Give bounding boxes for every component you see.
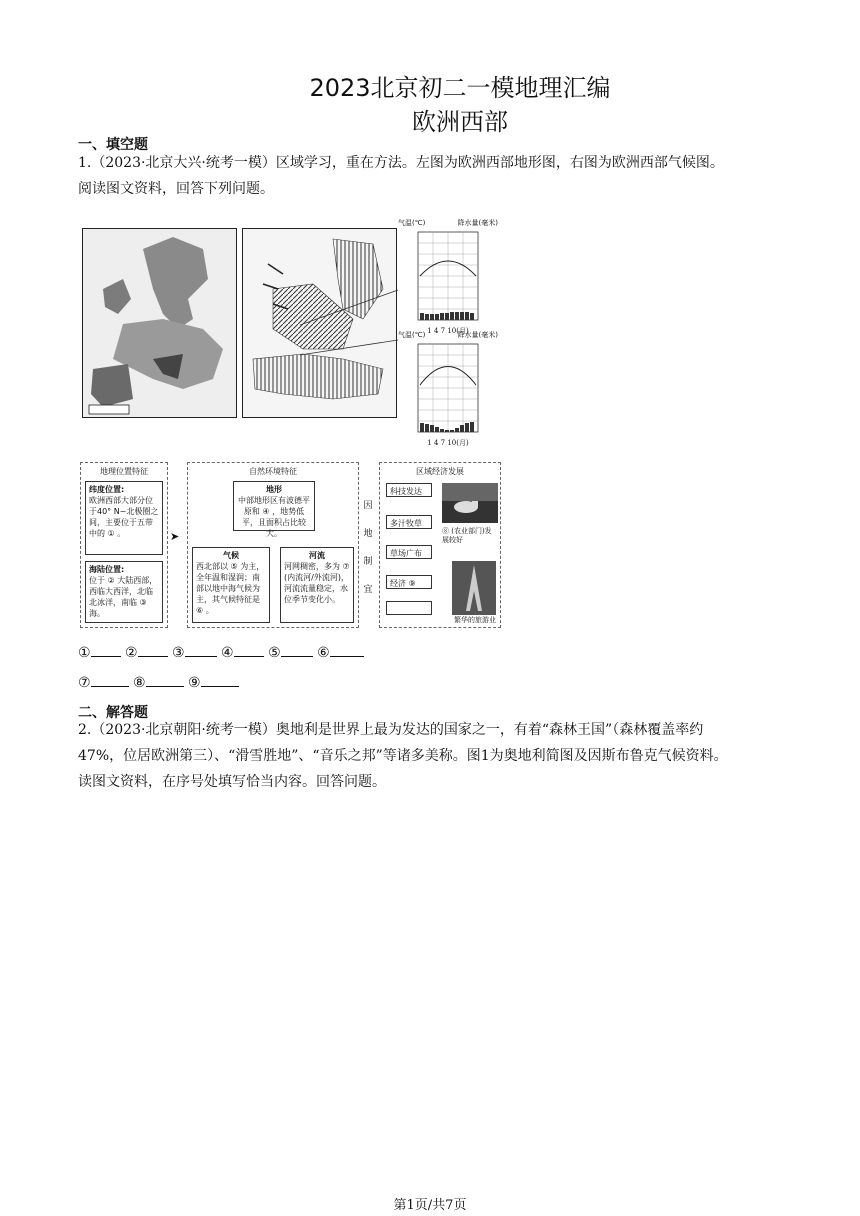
terrain-text: 中部地形区有波德平原和 ④ ，地势低平，且面积占比较大。 [238,496,310,538]
river-box [280,547,354,623]
environment-box [187,462,359,628]
page-footer: 第1页/共7页 [393,1198,467,1213]
blank-1[interactable] [91,644,121,657]
econ-item: 经济 ⑨ [386,575,432,589]
month-axis: 1 4 7 10(月) [427,439,469,447]
blank-label: ② [125,645,138,661]
river-label: 河流 [309,551,325,560]
terrain-label: 地形 [266,485,282,494]
question-text: 2.（2023·北京朝阳·统考一模）奥地利是世界上最为发达的国家之一，有着“森林王国”（森林覆盖率约 [78,722,704,738]
river-text: 河网稠密，多为 ⑦ (内流河/外流河)，河流流量稳定，水位季节变化小。 [284,562,350,604]
blank-3[interactable] [185,644,217,657]
econ-item: 科技发达 [386,483,432,497]
economy-box [379,462,501,628]
adaptation-label: 因地制宜 [363,501,373,595]
precip-axis-label: 降水量(毫米) [457,219,498,227]
sea-land-text: 位于 ② 大陆西部，西临大西洋，北临北冰洋，南临 ③ 海。 [89,576,158,618]
photo-caption: ⑧ (农业部门)发展较好 [442,527,492,544]
terrain-map [82,228,237,418]
climate-chart-1 [398,218,498,336]
blank-label: ① [78,645,91,661]
question-1 [78,150,788,202]
terrain-box [233,481,315,538]
blank-label: ⑥ [317,645,330,661]
blank-label: ③ [172,645,185,661]
climate-box [192,547,270,623]
blank-5[interactable] [281,644,313,657]
blank-2[interactable] [138,644,168,657]
section-heading: 一、填空题 [78,137,148,153]
blank-4[interactable] [234,644,264,657]
latitude-box [85,481,163,555]
eiffel-photo [452,561,496,615]
answer-line-2 [78,674,239,691]
month-axis: 1 4 7 10(月) [427,327,469,335]
question-text: 读图文资料，在序号处填写恰当内容。回答问题。 [78,774,386,790]
page-subtitle: 欧洲西部 [412,108,508,136]
sea-land-box [85,561,163,623]
connector-lines [300,270,400,360]
question-text: 1.（2023·北京大兴·统考一模）区域学习，重在方法。左图为欧洲西部地形图，右图为欧洲西部气候图。 [78,155,724,171]
blank-8[interactable] [146,674,184,687]
precip-axis-label: 降水量(毫米) [457,331,498,339]
answer-line-1 [78,644,364,661]
climate-chart-2 [398,330,498,448]
question-text: 47%，位居欧洲第三）、“滑雪胜地”、“音乐之邦”等诸多美称。图1为奥地利简图及因斯布鲁克气候资料。 [78,748,728,764]
location-box [80,462,168,628]
page-title: 2023北京初二一模地理汇编 [309,74,611,102]
sea-land-label: 海陆位置: [89,565,125,574]
blank-label: ⑨ [188,675,201,691]
blank-label: ⑤ [268,645,281,661]
question-text: 阅读图文资料，回答下列问题。 [78,181,274,197]
latitude-text: 欧洲西部大部分位于40° N~北极圈之间，主要位于五带中的 ① 。 [89,496,159,538]
blank-9[interactable] [201,674,239,687]
climate-label: 气候 [223,551,239,560]
econ-item [386,601,432,615]
temp-axis-label: 气温(℃) [398,219,426,227]
econ-item: 多汁牧草 [386,515,432,529]
temp-axis-label: 气温(℃) [398,331,426,339]
cattle-photo [442,483,498,523]
blank-7[interactable] [91,674,129,687]
blank-label: ④ [221,645,234,661]
question-2 [78,717,788,795]
blank-6[interactable] [330,644,364,657]
blank-label: ⑧ [133,675,146,691]
econ-item: 草场广布 [386,545,432,559]
blank-label: ⑦ [78,675,91,691]
section-heading: 二、解答题 [78,705,148,721]
box-title: 区域经济发展 [416,467,464,476]
box-title: 自然环境特征 [249,467,297,476]
tower-caption: 繁华的旅游业 [454,616,496,624]
box-title: 地理位置特征 [100,467,148,476]
latitude-label: 纬度位置: [89,485,125,494]
arrow-icon: ➤ [170,530,180,543]
climate-text: 西北部以 ⑤ 为主，全年温和湿润；南部以地中海气候为主，其气候特征是 ⑥ 。 [196,562,265,615]
